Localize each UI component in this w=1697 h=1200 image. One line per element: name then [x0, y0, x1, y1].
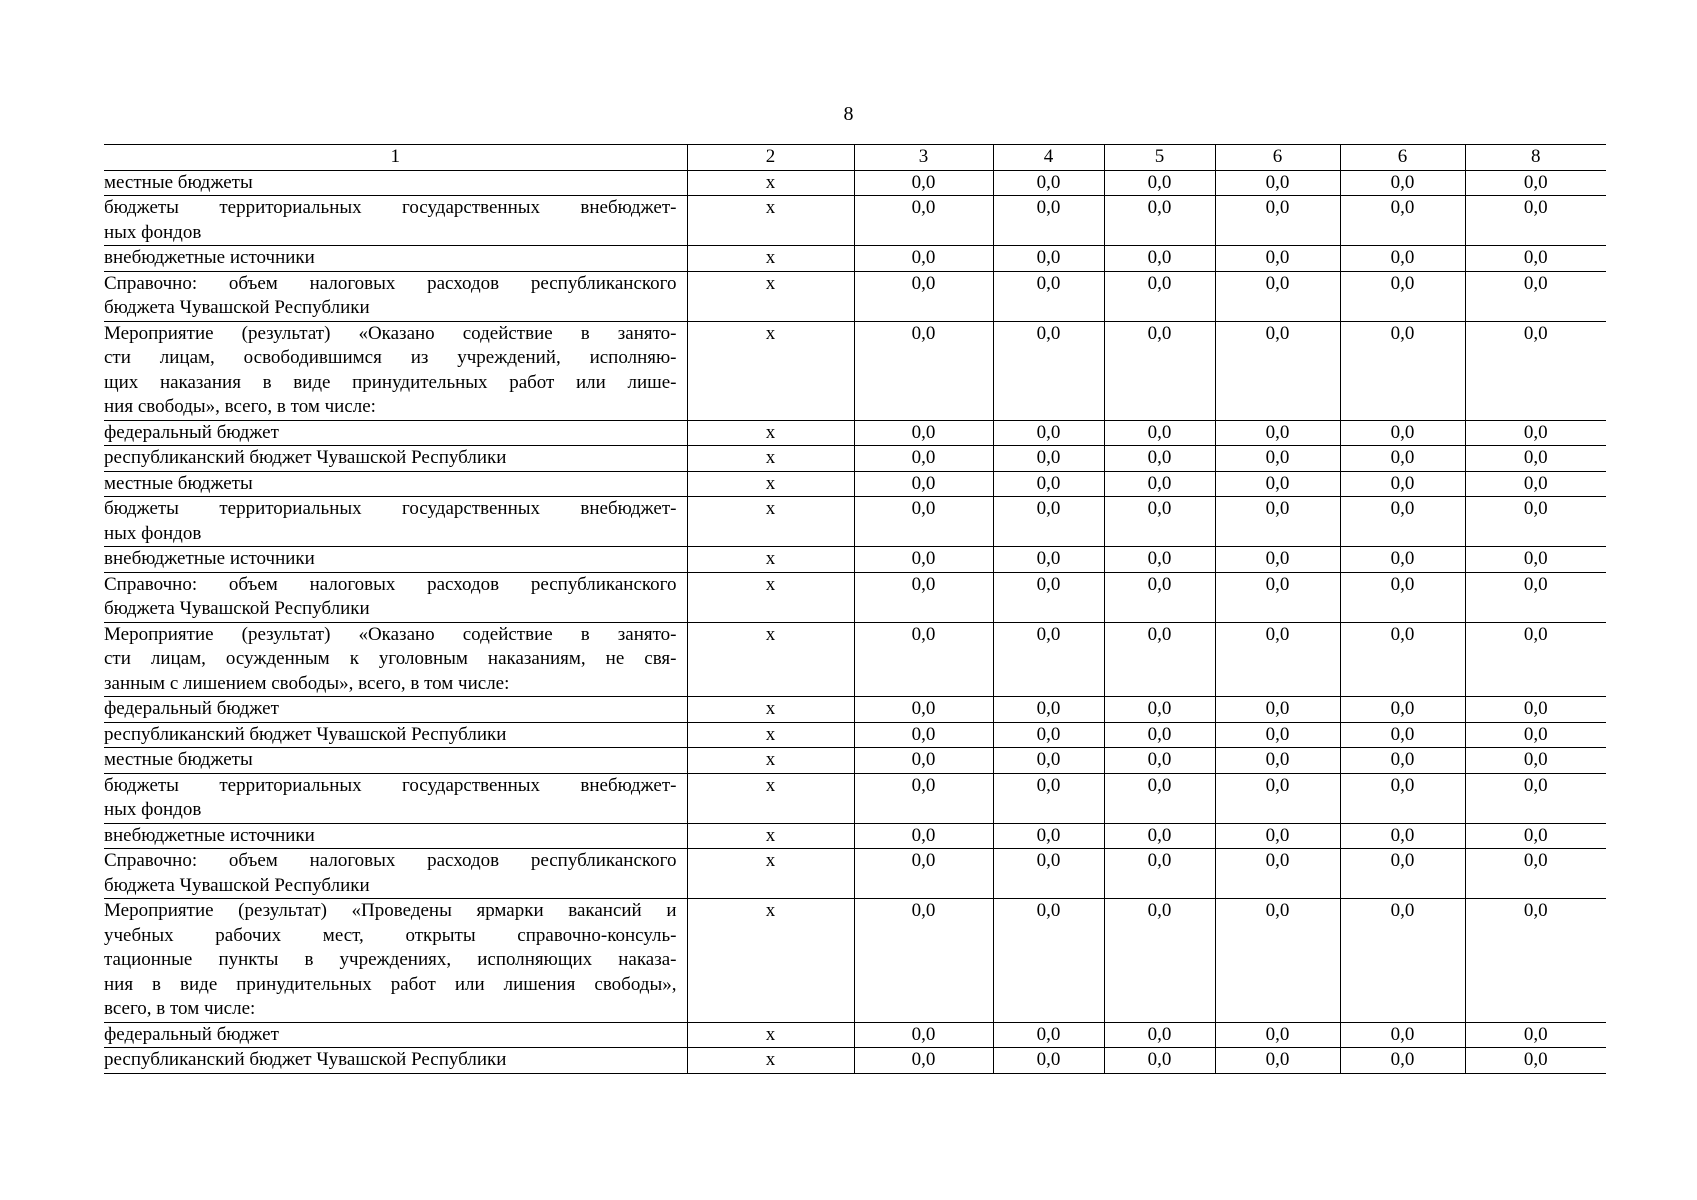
value-cell: 0,0 — [993, 1048, 1104, 1074]
value-cell: 0,0 — [1465, 170, 1606, 196]
value-cell: 0,0 — [854, 170, 993, 196]
value-cell: 0,0 — [1340, 471, 1465, 497]
code-cell: x — [687, 446, 854, 472]
row-label-line: федеральный бюджет — [104, 1023, 279, 1045]
value-cell: 0,0 — [1340, 748, 1465, 774]
code-cell: x — [687, 572, 854, 622]
table-row — [104, 321, 1606, 420]
value-cell: 0,0 — [1104, 849, 1215, 899]
value-cell: 0,0 — [1104, 420, 1215, 446]
value-cell: 0,0 — [993, 170, 1104, 196]
value-cell: 0,0 — [1104, 572, 1215, 622]
value-cell: 0,0 — [1104, 471, 1215, 497]
value-cell: 0,0 — [1340, 246, 1465, 272]
value-cell: 0,0 — [1104, 446, 1215, 472]
row-label-line: федеральный бюджет — [104, 421, 279, 443]
value-cell: 0,0 — [993, 697, 1104, 723]
value-cell: 0,0 — [1340, 849, 1465, 899]
row-label — [104, 773, 687, 823]
value-cell: 0,0 — [1215, 722, 1340, 748]
value-cell: 0,0 — [1340, 446, 1465, 472]
value-cell: 0,0 — [854, 497, 993, 547]
value-cell: 0,0 — [1465, 497, 1606, 547]
row-label — [104, 321, 687, 420]
value-cell: 0,0 — [1104, 1048, 1215, 1074]
value-cell: 0,0 — [993, 1022, 1104, 1048]
value-cell: 0,0 — [1215, 420, 1340, 446]
table-row — [104, 271, 1606, 321]
value-cell: 0,0 — [1215, 1022, 1340, 1048]
value-cell: 0,0 — [1340, 622, 1465, 697]
column-header: 3 — [854, 145, 993, 171]
value-cell: 0,0 — [1465, 823, 1606, 849]
value-cell: 0,0 — [1215, 321, 1340, 420]
value-cell: 0,0 — [1215, 246, 1340, 272]
value-cell: 0,0 — [1465, 196, 1606, 246]
budget-table — [104, 144, 1606, 1074]
value-cell: 0,0 — [993, 722, 1104, 748]
value-cell: 0,0 — [1215, 547, 1340, 573]
code-cell: x — [687, 748, 854, 774]
row-label — [104, 722, 687, 748]
value-cell: 0,0 — [993, 622, 1104, 697]
table-row — [104, 471, 1606, 497]
value-cell: 0,0 — [1340, 321, 1465, 420]
page-number: 8 — [843, 103, 854, 125]
code-cell: x — [687, 1022, 854, 1048]
row-label — [104, 170, 687, 196]
value-cell: 0,0 — [1104, 722, 1215, 748]
code-cell: x — [687, 497, 854, 547]
value-cell: 0,0 — [854, 849, 993, 899]
row-label-line: учебных рабочих мест, открыты справочно-консуль- — [104, 924, 677, 946]
value-cell: 0,0 — [1340, 1022, 1465, 1048]
code-cell: x — [687, 1048, 854, 1074]
value-cell: 0,0 — [993, 196, 1104, 246]
value-cell: 0,0 — [854, 196, 993, 246]
value-cell: 0,0 — [1465, 773, 1606, 823]
row-label — [104, 748, 687, 774]
table-row — [104, 497, 1606, 547]
row-label-line: бюджеты территориальных государственных внебюджет- — [104, 498, 677, 519]
row-label-line: Мероприятие (результат) «Проведены ярмарки вакансий и — [104, 900, 677, 921]
code-cell: x — [687, 722, 854, 748]
value-cell: 0,0 — [1215, 196, 1340, 246]
code-cell: x — [687, 271, 854, 321]
value-cell: 0,0 — [1104, 246, 1215, 272]
row-label-line: местные бюджеты — [104, 171, 253, 193]
code-cell: x — [687, 697, 854, 723]
value-cell: 0,0 — [854, 823, 993, 849]
value-cell: 0,0 — [1465, 697, 1606, 723]
value-cell: 0,0 — [854, 748, 993, 774]
column-header: 4 — [993, 145, 1104, 171]
column-header: 1 — [104, 145, 687, 171]
row-label — [104, 196, 687, 246]
row-label-line: Мероприятие (результат) «Оказано содействие в занято- — [104, 623, 677, 645]
value-cell: 0,0 — [1340, 697, 1465, 723]
row-label — [104, 471, 687, 497]
code-cell: x — [687, 899, 854, 1023]
value-cell: 0,0 — [1340, 170, 1465, 196]
row-label-line: всего, в том числе: — [104, 998, 256, 1019]
value-cell: 0,0 — [1340, 572, 1465, 622]
value-cell: 0,0 — [993, 849, 1104, 899]
table-row — [104, 420, 1606, 446]
value-cell: 0,0 — [993, 271, 1104, 321]
row-label — [104, 849, 687, 899]
row-label-line: Мероприятие (результат) «Оказано содействие в занято- — [104, 322, 677, 344]
row-label — [104, 1022, 687, 1048]
value-cell: 0,0 — [1215, 622, 1340, 697]
value-cell: 0,0 — [1104, 1022, 1215, 1048]
row-label-line: внебюджетные источники — [104, 247, 315, 268]
value-cell: 0,0 — [1340, 420, 1465, 446]
value-cell: 0,0 — [993, 246, 1104, 272]
row-label-line: местные бюджеты — [104, 749, 253, 770]
value-cell: 0,0 — [1104, 196, 1215, 246]
value-cell: 0,0 — [1465, 446, 1606, 472]
table-row — [104, 823, 1606, 849]
table-row — [104, 1022, 1606, 1048]
row-label-line: внебюджетные источники — [104, 548, 315, 569]
value-cell: 0,0 — [1104, 697, 1215, 723]
value-cell: 0,0 — [854, 697, 993, 723]
value-cell: 0,0 — [1215, 271, 1340, 321]
value-cell: 0,0 — [1340, 899, 1465, 1023]
value-cell: 0,0 — [1215, 823, 1340, 849]
row-label-line: республиканский бюджет Чувашской Республики — [104, 1049, 507, 1070]
table-row — [104, 899, 1606, 1023]
table-row — [104, 622, 1606, 697]
value-cell: 0,0 — [1215, 446, 1340, 472]
table-row — [104, 246, 1606, 272]
row-label — [104, 622, 687, 697]
row-label-line: местные бюджеты — [104, 472, 253, 494]
value-cell: 0,0 — [1340, 497, 1465, 547]
value-cell: 0,0 — [1104, 497, 1215, 547]
value-cell: 0,0 — [854, 899, 993, 1023]
value-cell: 0,0 — [1340, 271, 1465, 321]
row-label-line: ных фондов — [104, 799, 202, 820]
value-cell: 0,0 — [1465, 471, 1606, 497]
row-label — [104, 271, 687, 321]
code-cell: x — [687, 246, 854, 272]
code-cell: x — [687, 321, 854, 420]
value-cell: 0,0 — [1104, 170, 1215, 196]
row-label-line: щих наказания в виде принудительных работ или лише- — [104, 371, 677, 393]
value-cell: 0,0 — [854, 773, 993, 823]
value-cell: 0,0 — [1104, 547, 1215, 573]
value-cell: 0,0 — [1215, 849, 1340, 899]
row-label-line: бюджеты территориальных государственных внебюджет- — [104, 774, 677, 796]
value-cell: 0,0 — [1340, 722, 1465, 748]
value-cell: 0,0 — [993, 823, 1104, 849]
value-cell: 0,0 — [1465, 246, 1606, 272]
value-cell: 0,0 — [1104, 748, 1215, 774]
value-cell: 0,0 — [854, 547, 993, 573]
value-cell: 0,0 — [993, 547, 1104, 573]
value-cell: 0,0 — [1215, 471, 1340, 497]
value-cell: 0,0 — [854, 622, 993, 697]
code-cell: x — [687, 547, 854, 573]
value-cell: 0,0 — [1465, 899, 1606, 1023]
value-cell: 0,0 — [854, 1048, 993, 1074]
row-label-line: сти лицам, освободившимся из учреждений, исполняю- — [104, 347, 677, 368]
row-label-line: ния свободы», всего, в том числе: — [104, 396, 376, 417]
table-row — [104, 196, 1606, 246]
value-cell: 0,0 — [854, 572, 993, 622]
table-row — [104, 572, 1606, 622]
row-label — [104, 697, 687, 723]
value-cell: 0,0 — [993, 446, 1104, 472]
table-row — [104, 722, 1606, 748]
row-label-line: бюджета Чувашской Республики — [104, 297, 370, 318]
row-label — [104, 823, 687, 849]
value-cell: 0,0 — [993, 748, 1104, 774]
code-cell: x — [687, 196, 854, 246]
code-cell: x — [687, 420, 854, 446]
table-row — [104, 773, 1606, 823]
value-cell: 0,0 — [1465, 572, 1606, 622]
value-cell: 0,0 — [1340, 1048, 1465, 1074]
table-row — [104, 170, 1606, 196]
row-label-line: внебюджетные источники — [104, 824, 315, 846]
value-cell: 0,0 — [1465, 1048, 1606, 1074]
row-label-line: тационные пункты в учреждениях, исполняющих наказа- — [104, 949, 677, 970]
value-cell: 0,0 — [993, 773, 1104, 823]
code-cell: x — [687, 170, 854, 196]
row-label-line: бюджета Чувашской Республики — [104, 598, 370, 619]
row-label-line: Справочно: объем налоговых расходов республиканского — [104, 573, 677, 595]
code-cell: x — [687, 773, 854, 823]
value-cell: 0,0 — [854, 420, 993, 446]
row-label — [104, 446, 687, 472]
table-row — [104, 748, 1606, 774]
value-cell: 0,0 — [993, 899, 1104, 1023]
table-row — [104, 547, 1606, 573]
value-cell: 0,0 — [854, 1022, 993, 1048]
value-cell: 0,0 — [1340, 823, 1465, 849]
value-cell: 0,0 — [854, 246, 993, 272]
column-header: 8 — [1465, 145, 1606, 171]
value-cell: 0,0 — [1215, 497, 1340, 547]
column-header: 6 — [1215, 145, 1340, 171]
row-label-line: Справочно: объем налоговых расходов республиканского — [104, 272, 677, 294]
value-cell: 0,0 — [993, 321, 1104, 420]
value-cell: 0,0 — [1465, 748, 1606, 774]
value-cell: 0,0 — [1104, 899, 1215, 1023]
row-label-line: бюджеты территориальных государственных внебюджет- — [104, 197, 677, 218]
row-label-line: ных фондов — [104, 221, 202, 243]
value-cell: 0,0 — [1215, 572, 1340, 622]
value-cell: 0,0 — [1215, 748, 1340, 774]
value-cell: 0,0 — [1104, 823, 1215, 849]
row-label-line: федеральный бюджет — [104, 698, 279, 719]
value-cell: 0,0 — [854, 471, 993, 497]
value-cell: 0,0 — [1465, 420, 1606, 446]
row-label — [104, 899, 687, 1023]
table-row — [104, 697, 1606, 723]
row-label-line: ных фондов — [104, 522, 202, 544]
value-cell: 0,0 — [1104, 622, 1215, 697]
value-cell: 0,0 — [854, 271, 993, 321]
code-cell: x — [687, 849, 854, 899]
row-label-line: республиканский бюджет Чувашской Республики — [104, 447, 507, 468]
value-cell: 0,0 — [1465, 1022, 1606, 1048]
value-cell: 0,0 — [1104, 773, 1215, 823]
row-label-line: ния в виде принудительных работ или лишения свободы», — [104, 973, 677, 995]
table-row — [104, 1048, 1606, 1074]
code-cell: x — [687, 823, 854, 849]
code-cell: x — [687, 471, 854, 497]
value-cell: 0,0 — [1104, 271, 1215, 321]
value-cell: 0,0 — [854, 722, 993, 748]
value-cell: 0,0 — [1465, 622, 1606, 697]
value-cell: 0,0 — [854, 321, 993, 420]
column-header: 5 — [1104, 145, 1215, 171]
row-label-line: бюджета Чувашской Республики — [104, 874, 370, 896]
value-cell: 0,0 — [993, 471, 1104, 497]
value-cell: 0,0 — [1104, 321, 1215, 420]
table-header-row — [104, 145, 1606, 171]
row-label-line: Справочно: объем налоговых расходов республиканского — [104, 850, 677, 871]
row-label — [104, 547, 687, 573]
value-cell: 0,0 — [993, 420, 1104, 446]
value-cell: 0,0 — [1465, 547, 1606, 573]
row-label — [104, 497, 687, 547]
table-row — [104, 446, 1606, 472]
column-header: 6 — [1340, 145, 1465, 171]
row-label — [104, 420, 687, 446]
row-label — [104, 246, 687, 272]
row-label — [104, 1048, 687, 1074]
value-cell: 0,0 — [1465, 849, 1606, 899]
value-cell: 0,0 — [1465, 321, 1606, 420]
column-header: 2 — [687, 145, 854, 171]
value-cell: 0,0 — [854, 446, 993, 472]
value-cell: 0,0 — [1215, 899, 1340, 1023]
value-cell: 0,0 — [993, 497, 1104, 547]
value-cell: 0,0 — [1465, 271, 1606, 321]
row-label-line: сти лицам, осужденным к уголовным наказаниям, не свя- — [104, 648, 677, 669]
value-cell: 0,0 — [1340, 773, 1465, 823]
code-cell: x — [687, 622, 854, 697]
value-cell: 0,0 — [1215, 773, 1340, 823]
value-cell: 0,0 — [1215, 697, 1340, 723]
value-cell: 0,0 — [1465, 722, 1606, 748]
value-cell: 0,0 — [1340, 196, 1465, 246]
value-cell: 0,0 — [1215, 1048, 1340, 1074]
value-cell: 0,0 — [1215, 170, 1340, 196]
row-label — [104, 572, 687, 622]
value-cell: 0,0 — [993, 572, 1104, 622]
row-label-line: занным с лишением свободы», всего, в том числе: — [104, 672, 510, 694]
table-row — [104, 849, 1606, 899]
value-cell: 0,0 — [1340, 547, 1465, 573]
row-label-line: республиканский бюджет Чувашской Республики — [104, 723, 507, 745]
